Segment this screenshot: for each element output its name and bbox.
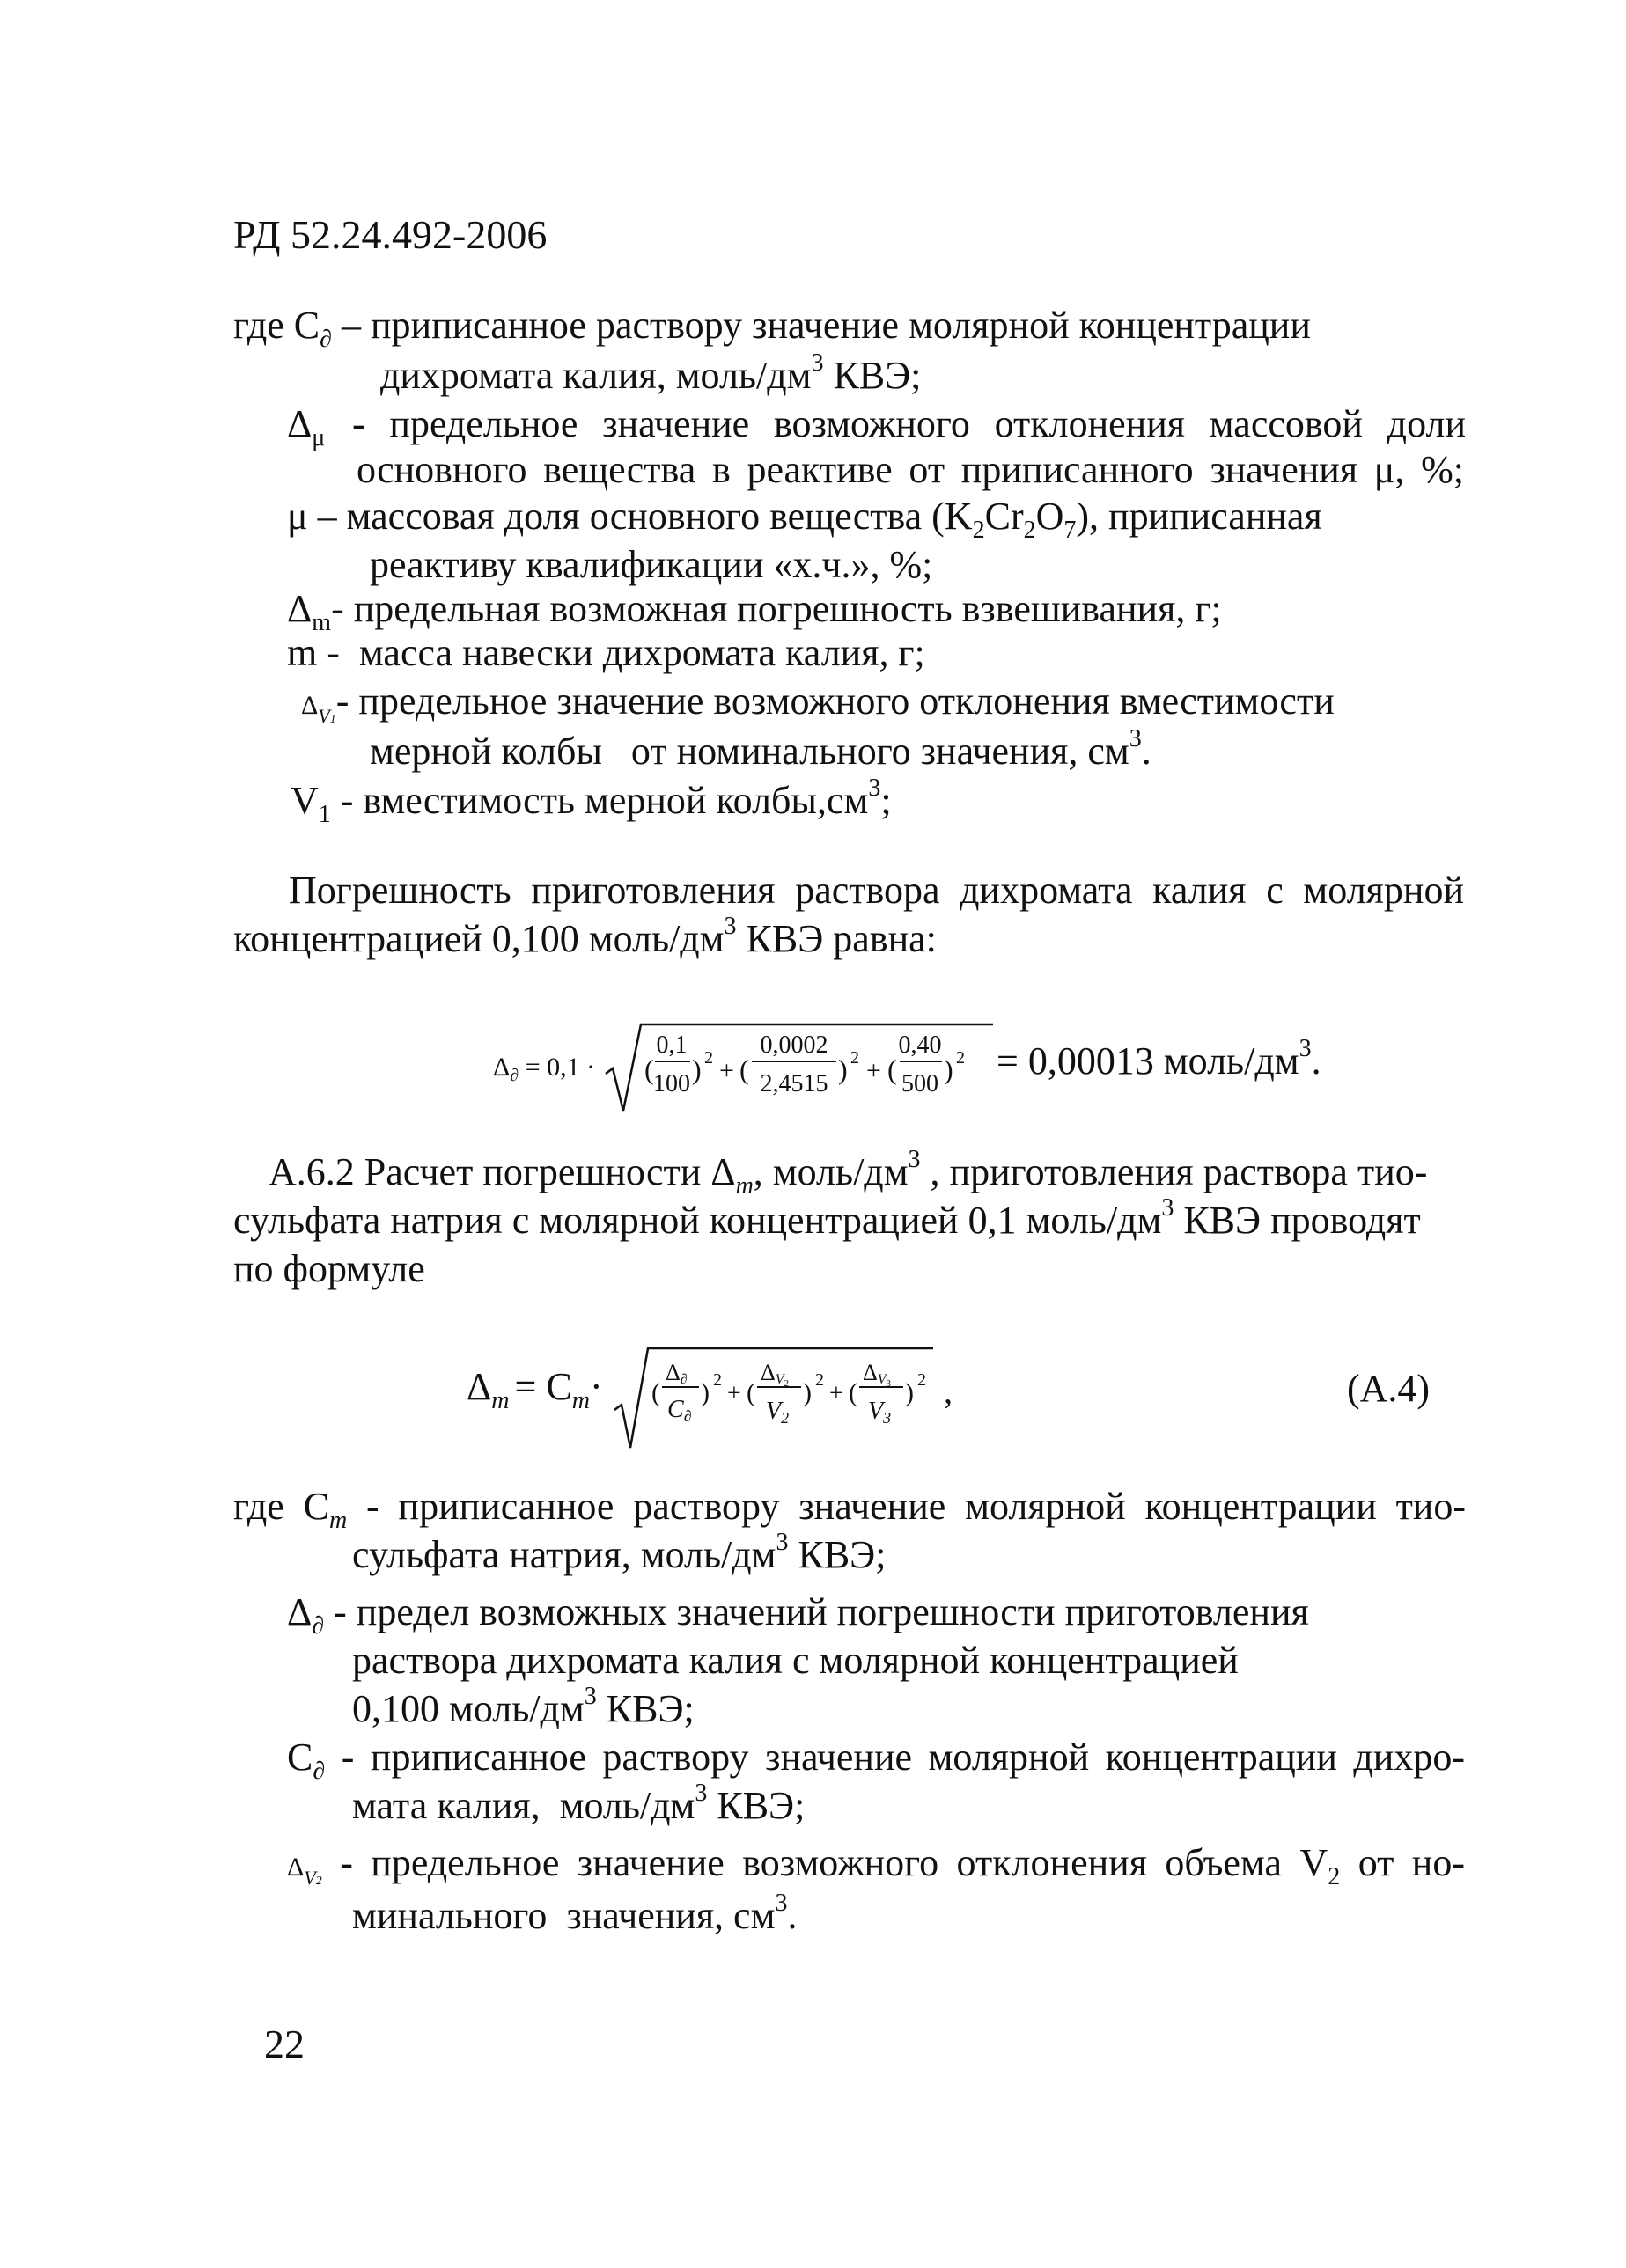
svg-text:(: (: [651, 1378, 660, 1407]
svg-text:(: (: [849, 1378, 857, 1407]
svg-text:2: 2: [850, 1048, 859, 1068]
def-cd2: $С_\partial$ - приписанное раствору значение молярной концентрации дихро-: [287, 1736, 1466, 1785]
svg-text:+: +: [727, 1380, 741, 1407]
def-cm: где $С_m$ - приписанное раствору значение молярной концентрации тио-: [233, 1485, 1467, 1534]
f2-num1: Δ∂: [666, 1360, 688, 1387]
f1-frac3-num: 0,40: [898, 1031, 942, 1059]
paragraph-2-line-1: А.6.2 Расчет погрешности $\Delta_m$, моль/$дм^3$ , приготовления раствора тио-: [269, 1146, 1428, 1200]
def-dv1: $\Delta_{V1}-$ предельное значение возможного отклонения вместимости: [301, 679, 1335, 727]
def-dmu-continuation: основного вещества в реактиве от приписанного значения μ, %;: [357, 448, 1464, 491]
formula-error-dichromate: [493, 1012, 1373, 1127]
svg-text:2: 2: [704, 1048, 713, 1068]
f1-frac2-num: 0,0002: [760, 1031, 828, 1059]
f2-num3: ΔV3: [863, 1360, 892, 1389]
f1-frac1-num: 0,1: [656, 1031, 688, 1059]
def-v1: $V_1$ - вместимость мерной $колбы,см^3$;: [291, 774, 892, 828]
f2-den1: C∂: [667, 1396, 692, 1425]
def-cd: где $С_\partial$ – приписанное раствору значение молярной концентрации: [233, 304, 1311, 353]
svg-text:2: 2: [815, 1370, 824, 1390]
def-dmu-symbol: $\Delta_\mu$: [287, 402, 326, 451]
def-dd-continuation-2: 0,100 моль/$дм^3$ КВЭ;: [352, 1683, 695, 1730]
page-number: 22: [264, 2022, 305, 2066]
svg-text:(: (: [887, 1053, 897, 1085]
f1-frac1-den: 100: [653, 1070, 690, 1097]
def-dd: $\Delta_\partial$ - предел возможных значений погрешности приготовления: [287, 1590, 1309, 1640]
def-dd-continuation-1: раствора дихромата калия с молярной концентрацией: [352, 1639, 1239, 1682]
f2-lhs: $\Delta_m = C_m\cdot$: [467, 1365, 603, 1414]
def-m: m - масса навески дихромата калия, г;: [287, 631, 925, 674]
paragraph-1-line-1: Погрешность приготовления раствора дихромата калия с молярной: [289, 869, 1464, 912]
paragraph-2-line-3: по формуле: [233, 1247, 425, 1290]
def-dm: $\Delta_m-$ предельная возможная погрешность взвешивания, г;: [287, 587, 1222, 636]
paragraph-2-line-2: сульфата натрия с молярной концентрацией 0,1 моль/$дм^3$ КВЭ проводят: [233, 1194, 1421, 1242]
def-cd-continuation: дихромата калия, моль/$дм^3$ КВЭ;: [380, 349, 922, 397]
f1-frac2-den: 2,4515: [760, 1070, 828, 1097]
def-mu-continuation: реактиву квалификации «х.ч.», %;: [370, 543, 933, 586]
svg-text:2: 2: [917, 1370, 926, 1390]
svg-text:(: (: [747, 1378, 755, 1407]
f1-result: = 0,00013 моль/$дм^3$.: [997, 1035, 1321, 1083]
svg-text:): ): [692, 1053, 702, 1085]
formula-a4: [467, 1329, 1479, 1461]
svg-text:): ): [701, 1378, 710, 1407]
svg-text:(: (: [739, 1053, 749, 1085]
f1-lhs: $\Delta_\partial = 0,1$ ·: [493, 1053, 596, 1085]
svg-text:): ): [944, 1053, 953, 1085]
document-code: РД 52.24.492-2006: [233, 212, 548, 257]
def-cm-continuation: сульфата натрия, моль/$дм^3$ КВЭ;: [352, 1529, 887, 1576]
svg-text:2: 2: [713, 1370, 722, 1390]
def-dv2-continuation: минального значения, $см^3$.: [352, 1890, 798, 1937]
def-dmu-text: - предельное значение возможного отклонения массовой доли: [352, 402, 1466, 445]
svg-text:): ): [838, 1053, 848, 1085]
def-mu: μ – массовая доля основного вещества $(K_2Cr_2O_7)$, приписанная: [287, 495, 1322, 544]
svg-text:+: +: [829, 1380, 843, 1407]
svg-text:): ): [905, 1378, 914, 1407]
svg-text:): ): [803, 1378, 812, 1407]
f1-frac3-den: 500: [901, 1070, 938, 1097]
def-cd2-continuation: мата калия, моль/$дм^3$ КВЭ;: [352, 1780, 806, 1827]
svg-text:,: ,: [944, 1371, 953, 1411]
formula-number: (А.4): [1347, 1367, 1431, 1410]
svg-text:2: 2: [956, 1048, 965, 1068]
f2-den3: V3: [868, 1398, 892, 1427]
svg-text:+: +: [719, 1056, 734, 1085]
f2-num2: ΔV2: [761, 1360, 790, 1389]
f2-den2: V2: [766, 1398, 790, 1427]
def-dv2: $\Delta_{V2}$ - предельное значение возможного отклонения объема $V_2$ от но-: [287, 1841, 1465, 1890]
def-cd-where: где С: [233, 304, 320, 347]
def-dv1-continuation: мерной колбы от номинального значения, $см^3$.: [370, 725, 1151, 773]
svg-text:+: +: [866, 1056, 881, 1085]
svg-text:(: (: [644, 1053, 654, 1085]
paragraph-1-line-2: концентрацией 0,100 моль/$дм^3$ КВЭ равна:: [233, 913, 937, 960]
def-cd-text: – приписанное раствору значение молярной концентрации: [341, 304, 1311, 347]
